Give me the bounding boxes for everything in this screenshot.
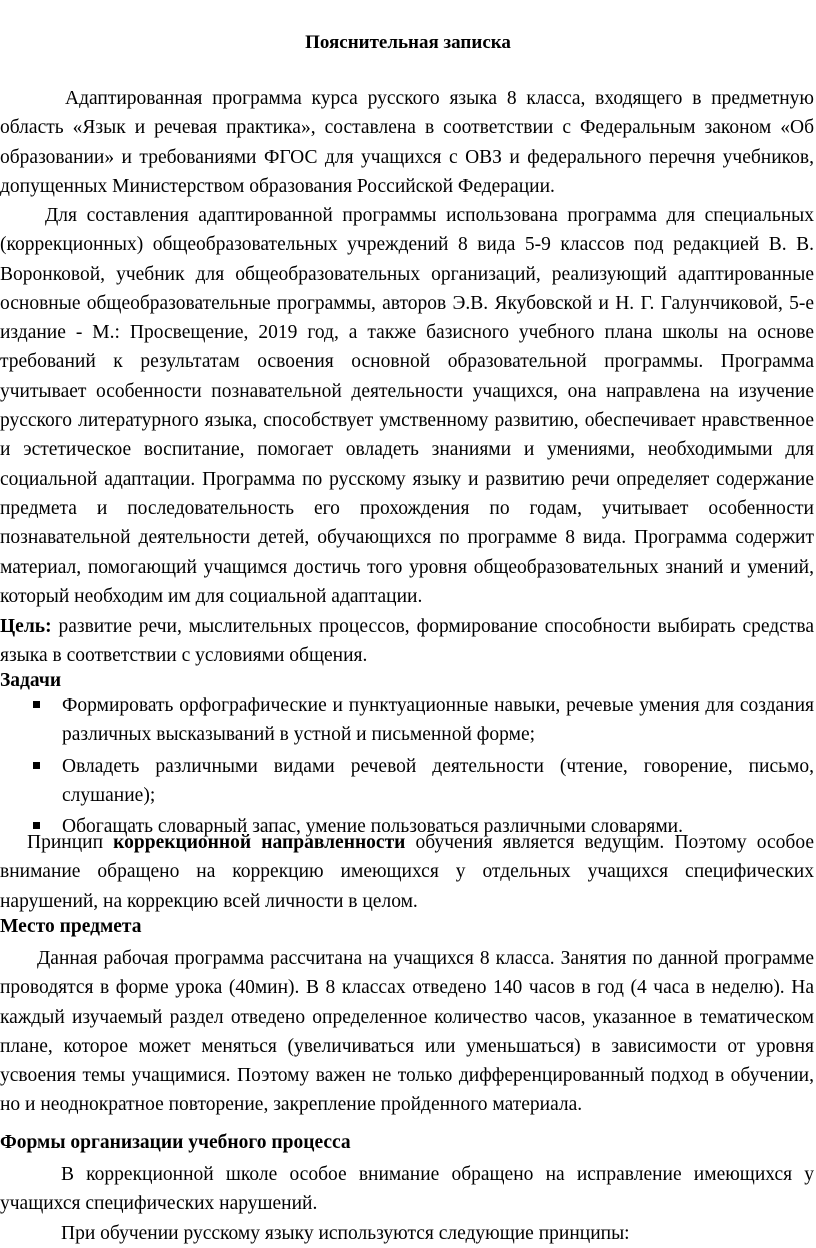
tasks-heading: Задачи [0,670,62,691]
forms-paragraph: В коррекционной школе особое внимание обращено на исправление имеющихся у учащихся специфических нарушений. [0,1164,814,1215]
principle-bold: коррекционной направленности [113,832,406,853]
list-item [0,691,814,750]
principle-before: Принцип [27,832,114,853]
list-item [0,752,814,811]
goal-text: развитие речи, мыслительных процессов, формирование способности выбирать средства языка в соответствии с условиями общения. [0,616,814,667]
program-sources-paragraph: Для составления адаптированной программы использована программа для специальных (коррекционных) общеобразовательных учреждений 8 вида 5-9 классов под редакцией В. В. Воронковой, учебник для общеобразовательных организаций, реализующий адаптированные основные общеобразовательные программы, авторов Э.В. Якубовской и Н. Г. Галунчиковой, 5-е издание - М.: Просвещение, 2019 год, а также базисного учебного плана школы на основе требований к результатам освоения основной образовательной программы. Программа учитывает особенности познавательной деятельности учащихся, она направлена на изучение русского литературного языка, способствует умственному развитию, обеспечивает нравственное и эстетическое воспитание, помогает овладеть знаниями и умениями, необходимыми для социальной адаптации. Программа по русскому языку и развитию речи определяет содержание предмета и последовательность его прохождения по годам, учитывает особенности познавательной деятельности детей, обучающихся по программе 8 вида. Программа содержит материал, помогающий учащимся достичь того уровня общеобразовательных знаний и умений, который необходим им для социальной адаптации. [0,205,814,607]
square-bullet-icon [33,762,40,769]
square-bullet-icon [33,701,40,708]
forms-heading: Формы организации учебного процесса [0,1132,351,1153]
principle-after: обучения является ведущим. Поэтому особое внимание обращено на коррекцию имеющихся у отдельных учащихся специфических нарушений, на коррекцию всей личности в целом. [0,832,814,912]
principles-intro-paragraph: При обучении русскому языку используются следующие принципы: [61,1223,630,1244]
goal-paragraph [0,612,814,671]
place-heading: Место предмета [0,916,142,937]
place-paragraph: Данная рабочая программа рассчитана на учащихся 8 класса. Занятия по данной программе проводятся в форме урока (40мин). В 8 классах отведено 140 часов в год (4 часа в неделю). На каждый изучаемый раздел отведено определенное количество часов, указанное в тематическом плане, которое может меняться (увеличиваться или уменьшаться) в зависимости от уровня усвоения темы учащимися. Поэтому важен не только дифференцированный подход в обучении, но и неоднократное повторение, закрепление пройденного материала. [0,948,814,1116]
principle-paragraph [0,828,814,916]
task-text: Обогащать словарный запас, умение пользоваться различными словарями. [62,816,683,838]
goal-label: Цель: [0,616,52,637]
task-text: Формировать орфографические и пунктуационные навыки, речевые умения для создания различных высказываний в устной и письменной форме; [62,695,814,746]
document-title: Пояснительная записка [305,32,511,53]
tasks-list [0,691,814,843]
task-text: Овладеть различными видами речевой деятельности (чтение, говорение, письмо, слушание); [62,755,814,806]
intro-paragraph: Адаптированная программа курса русского языка 8 класса, входящего в предметную область «Язык и речевая практика», составлена в соответствии с Федеральным законом «Об образовании» и требованиями ФГОС для учащихся с ОВЗ и федерального перечня учебников, допущенных Министерством образования Российской Федерации. [0,88,814,197]
